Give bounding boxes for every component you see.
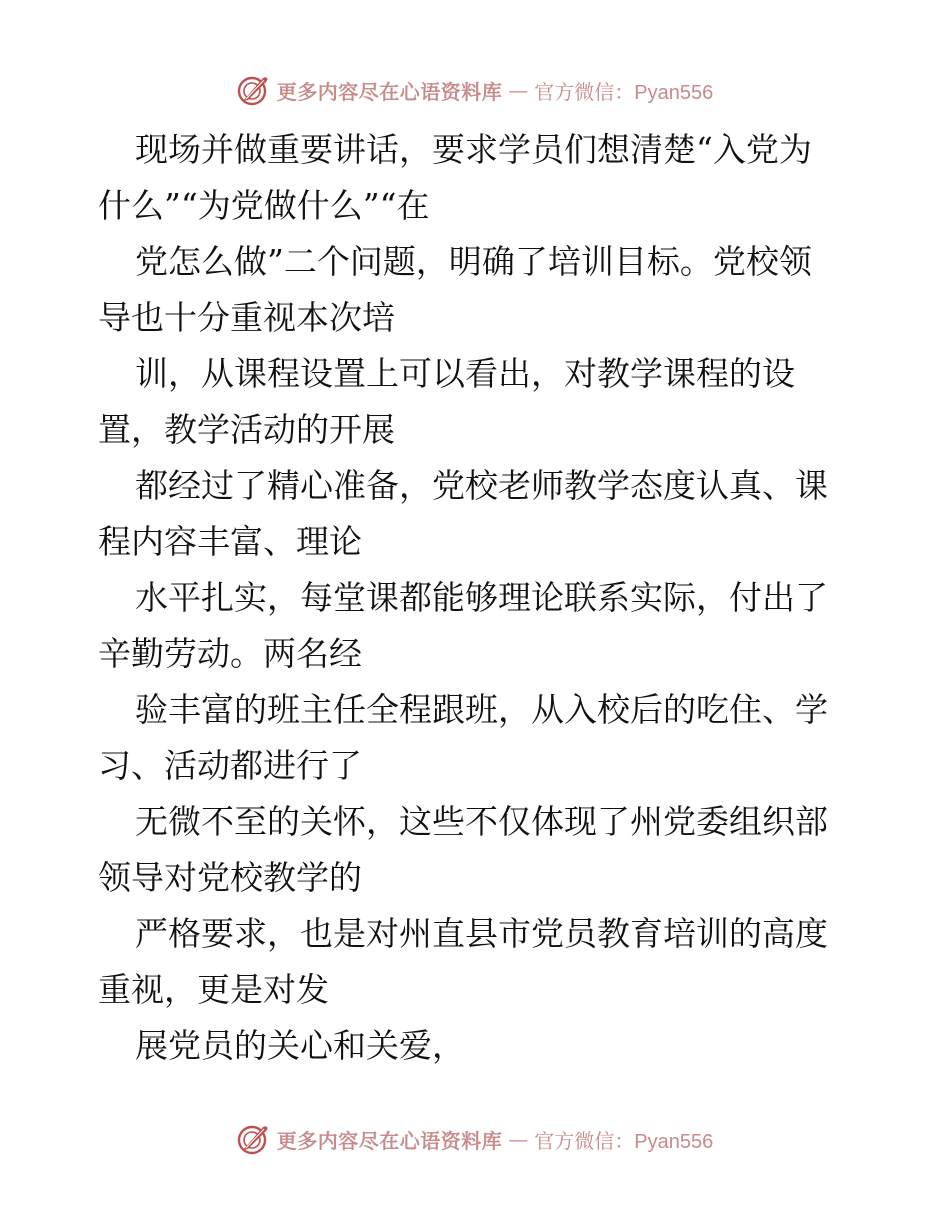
watermark-contact-label: 官方微信： <box>534 79 635 104</box>
text-line: 都经过了精心准备，党校老师教学态度认真、课 <box>135 466 828 505</box>
text-line: 验丰富的班主任全程跟班，从入校后的吃住、学 <box>135 690 828 729</box>
text-line: 重视，更是对发 <box>98 970 329 1009</box>
watermark-contact-label: 官方微信： <box>534 1128 635 1153</box>
feather-logo-icon <box>237 1122 271 1156</box>
text-line: 党怎么做”二个问题，明确了培训目标。党校领 <box>135 242 812 281</box>
watermark-contact-id: Pyan556 <box>634 81 714 104</box>
text-line: 无微不至的关怀，这些不仅体现了州党委组织部 <box>135 802 828 841</box>
text-line: 现场并做重要讲话，要求学员们想清楚“入党为 <box>135 130 812 169</box>
watermark-separator: — <box>508 78 529 102</box>
body-text <box>98 122 858 1074</box>
feather-logo-icon <box>237 73 271 107</box>
watermark-separator: — <box>508 1127 529 1151</box>
watermark-contact <box>534 76 713 105</box>
watermark-main-text: 更多内容尽在心语资料库 <box>276 79 503 104</box>
text-line: 习、活动都进行了 <box>98 746 362 785</box>
text-line: 水平扎实，每堂课都能够理论联系实际，付出了 <box>135 578 828 617</box>
text-line: 展党员的关心和关爱， <box>135 1026 465 1065</box>
text-line: 导也十分重视本次培 <box>98 298 395 337</box>
watermark-main-text: 更多内容尽在心语资料库 <box>276 1128 503 1153</box>
text-line: 训，从课程设置上可以看出，对教学课程的设 <box>135 354 795 393</box>
text-line: 什么”“为党做什么”“在 <box>98 186 430 225</box>
watermark-contact-id: Pyan556 <box>634 1130 714 1153</box>
text-line: 严格要求，也是对州直县市党员教育培训的高度 <box>135 914 828 953</box>
header-watermark <box>0 70 950 110</box>
watermark-contact <box>534 1125 713 1154</box>
text-line: 程内容丰富、理论 <box>98 522 362 561</box>
text-line: 置，教学活动的开展 <box>98 410 395 449</box>
text-line: 辛勤劳动。两名经 <box>98 634 362 673</box>
text-line: 领导对党校教学的 <box>98 858 362 897</box>
footer-watermark <box>0 1119 950 1159</box>
